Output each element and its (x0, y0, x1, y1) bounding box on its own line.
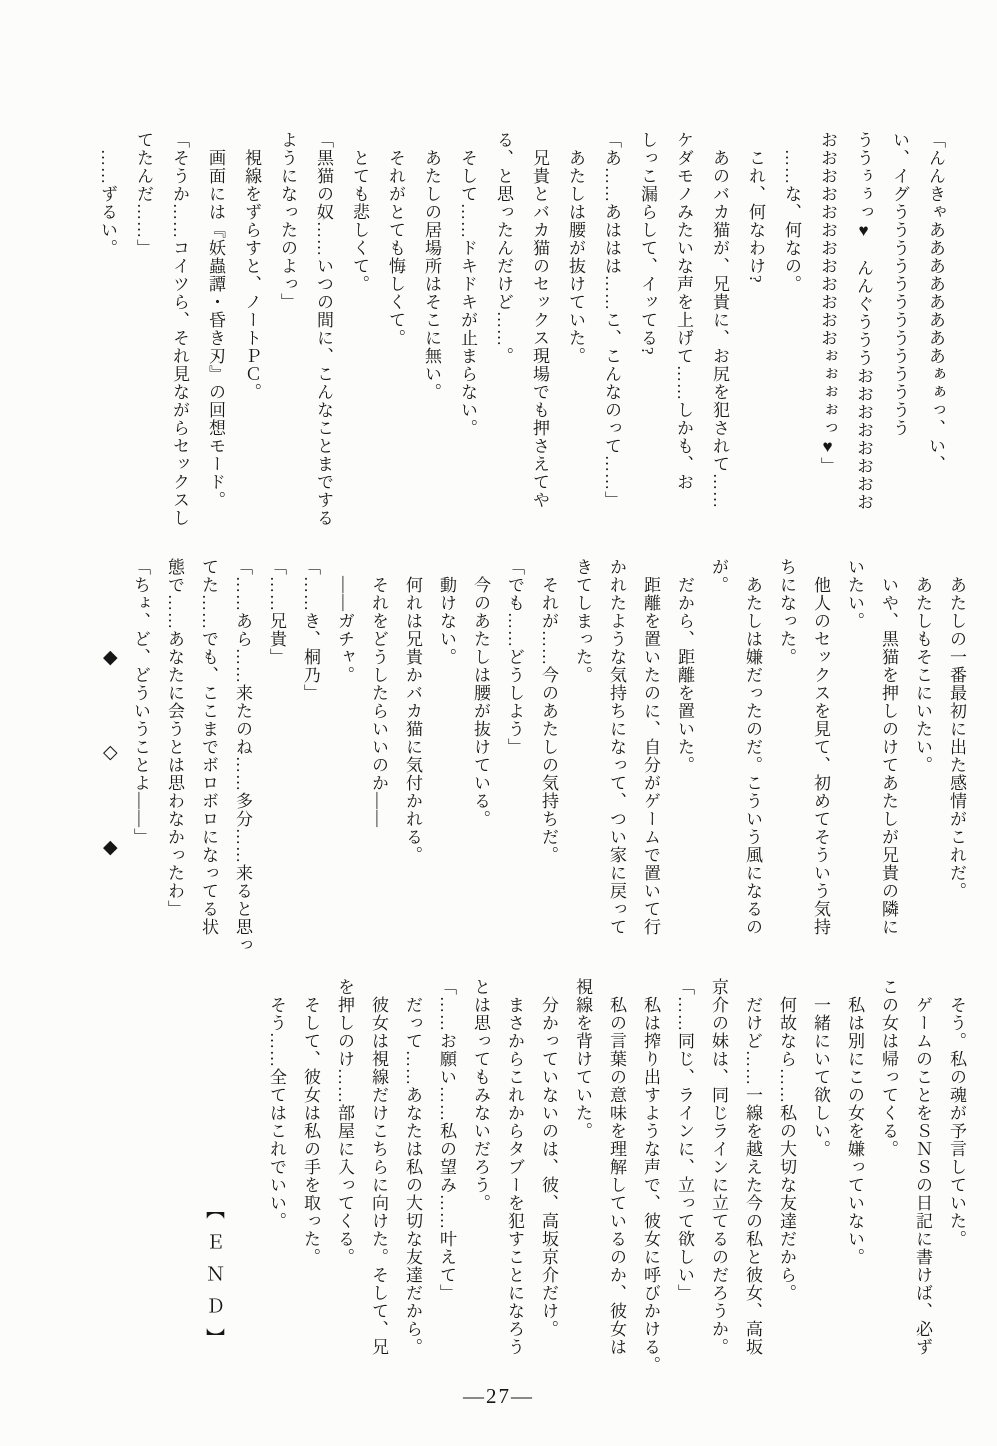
text-column: 画面には『妖蟲譚・昏き刃』の回想モード。 (206, 131, 225, 509)
text-column: 視線を背けていた。 (573, 978, 592, 1140)
text-column: ちになった。 (777, 558, 796, 666)
end-mark: 【ＥＮＤ】 (203, 1200, 224, 1360)
text-block-bottom (259, 978, 973, 1394)
text-column: これ、何なわけ? (746, 131, 765, 284)
diamond-filled-icon: ◆ (103, 647, 118, 668)
text-column: 何れは兄貴かバカ猫に気付かれる。 (403, 558, 422, 864)
text-column: 「……お願い……私の望み……叶えて」 (437, 978, 456, 1302)
text-column: 距離を置いたのに、自分がゲームで置いて行 (641, 558, 660, 936)
text-column: を押しのけ……部屋に入ってくる。 (335, 978, 354, 1266)
page-number: ―27― (463, 1384, 534, 1408)
text-column: ――ガチャ。 (335, 558, 354, 684)
text-column: あたしの居場所はそこに無い。 (422, 131, 441, 401)
text-column: この女は帰ってくる。 (879, 978, 898, 1158)
text-column: ううぅぅっ♥ んんぐうううおおおおおおおお (854, 131, 873, 511)
diamond-filled-icon: ◆ (103, 837, 118, 858)
text-column: 「あ……あははは……こ、こんなのって……」 (602, 131, 621, 509)
text-column: 何故なら……私の大切な友達だから。 (777, 978, 796, 1302)
text-column: ……ずるい。 (98, 131, 117, 257)
text-column: だから、距離を置いた。 (675, 558, 694, 774)
text-column: が。 (709, 558, 728, 594)
text-column: いや、黒猫を押しのけてあたしが兄貴の隣に (879, 558, 898, 936)
text-column: それが……今のあたしの気持ちだ。 (539, 558, 558, 864)
text-column: 私は別にこの女を嫌っていない。 (845, 978, 864, 1266)
text-column: 「……き、桐乃」 (301, 558, 320, 702)
text-column: きてしまった。 (573, 558, 592, 684)
text-column: いたい。 (845, 558, 864, 630)
text-column: しっこ漏らして、イッてる? (638, 131, 657, 356)
text-column: 兄貴とバカ猫のセックス現場でも押さえてや (530, 131, 549, 509)
text-column: かれたような気持ちになって、つい家に戻って (607, 558, 626, 936)
text-column: 「黒猫の奴……いつの間に、こんなことまでする (314, 131, 333, 527)
text-column: ケダモノみたいな声を上げて……しかも、お (674, 131, 693, 491)
text-column: あたしもそこにいたい。 (913, 558, 932, 774)
section-divider (103, 646, 118, 859)
text-column: てた……でも、ここまでボロボロになってる状 (199, 558, 218, 936)
text-column: 京介の妹は、同じラインに立てるのだろうか。 (709, 978, 728, 1356)
text-column: それがとても悔しくて。 (386, 131, 405, 347)
text-column: ……な、何なの。 (782, 131, 801, 293)
text-column: 分かっていないのは、彼、高坂京介だけ。 (539, 978, 558, 1338)
text-column: 動けない。 (437, 558, 456, 666)
text-column: だけど……一線を越えた今の私と彼女、高坂 (743, 978, 762, 1356)
text-column: あたしは嫌だったのだ。こういう風になるの (743, 558, 762, 936)
text-column: 「……同じ、ラインに、立って欲しい」 (675, 978, 694, 1302)
text-column: る、と思ったんだけど……。 (494, 131, 513, 365)
text-column: 私は搾り出すような声で、彼女に呼びかける。 (641, 978, 660, 1374)
text-column: そして……ドキドキが止まらない。 (458, 131, 477, 437)
text-column: 彼女は視線だけこちらに向けた。そして、兄 (369, 978, 388, 1356)
text-column: 「んんきゃああああああああぁぁっ、い、 (926, 131, 945, 473)
text-block-top (89, 131, 953, 547)
text-column: 「……兄貴」 (267, 558, 286, 666)
text-column: ゲームのことをＳＮＳの日記に書けば、必ず (913, 978, 932, 1356)
text-column: 「そうか……コイツら、それ見ながらセックスし (170, 131, 189, 527)
text-column: あたしの一番最初に出た感情がこれだ。 (947, 558, 966, 900)
text-column: とても悲しくて。 (350, 131, 369, 293)
text-column: そして、彼女は私の手を取った。 (301, 978, 320, 1266)
text-block-middle (123, 558, 973, 972)
text-column: まさからこれからタブーを犯すことになろう (505, 978, 524, 1356)
text-column: おおおおおおおおおおおおぉぉぉぉっ♥」 (818, 131, 837, 475)
text-column: 私の言葉の意味を理解しているのか、彼女は (607, 978, 626, 1356)
text-column: 態で……あなたに会うとは思わなかったわ」 (165, 558, 184, 918)
text-column: そう。私の魂が予言していた。 (947, 978, 966, 1248)
text-column: 他人のセックスを見て、初めてそういう気持 (811, 558, 830, 936)
text-column: 「……あら……来たのね……多分……来ると思っ (233, 558, 252, 954)
text-column: 視線をずらすと、ノートＰＣ。 (242, 131, 261, 401)
text-column: 一緒にいて欲しい。 (811, 978, 830, 1158)
text-column: てたんだ……」 (134, 131, 153, 257)
text-column: あたしは腰が抜けていた。 (566, 131, 585, 365)
text-column: それをどうしたらいいのか―― (369, 558, 388, 828)
text-column: 「でも……どうしよう」 (505, 558, 524, 756)
diamond-outline-icon: ◇ (103, 742, 118, 763)
text-column: ようになったのよっ」 (278, 131, 297, 311)
text-column: とは思ってもみないだろう。 (471, 978, 490, 1212)
text-column: あのバカ猫が、兄貴に、お尻を犯されて…… (710, 131, 729, 509)
text-column: 「ちょ、ど、どういうことよ――」 (131, 558, 150, 846)
text-column: い、イグううううううううううううう (890, 131, 909, 437)
text-column: 今のあたしは腰が抜けている。 (471, 558, 490, 828)
text-column: そう……全てはこれでいい。 (267, 978, 286, 1230)
text-column: だって……あなたは私の大切な友達だから。 (403, 978, 422, 1356)
